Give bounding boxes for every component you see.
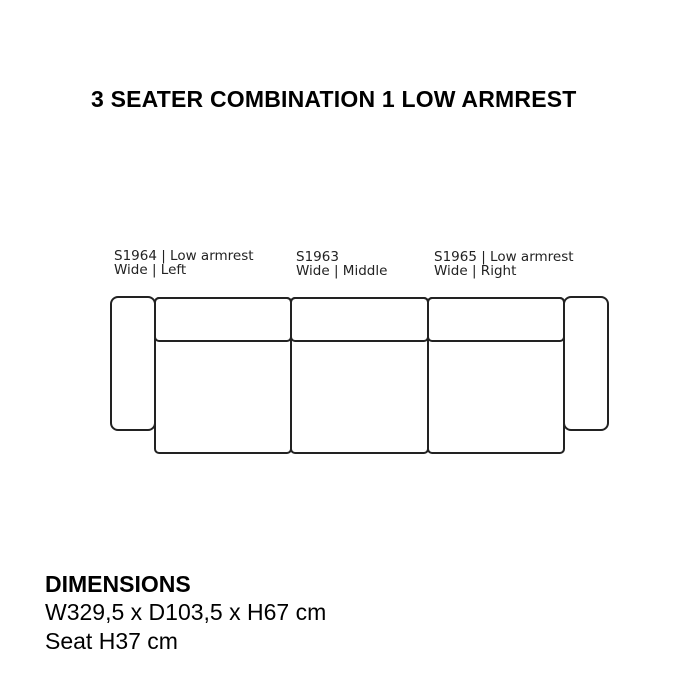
- right-armrest: [564, 297, 608, 430]
- module-desc: Wide | Left: [114, 262, 187, 278]
- page-title: 3 SEATER COMBINATION 1 LOW ARMREST: [91, 86, 577, 112]
- dimensions-heading: DIMENSIONS: [45, 571, 191, 597]
- left-armrest: [111, 297, 155, 430]
- seat-middle: [291, 298, 428, 453]
- overall-dimensions: W329,5 x D103,5 x H67 cm: [45, 599, 327, 625]
- seat-height: Seat H37 cm: [45, 628, 178, 654]
- seat-left: [155, 298, 291, 453]
- seat-right: [428, 298, 564, 453]
- module-desc: Wide | Right: [434, 263, 517, 279]
- module-code: S1963: [296, 249, 339, 265]
- module-code: S1964 | Low armrest: [114, 248, 254, 264]
- backrest-left: [155, 298, 291, 341]
- backrest-middle: [291, 298, 428, 341]
- dimensions-block: [45, 570, 326, 656]
- module-code: S1965 | Low armrest: [434, 249, 574, 265]
- backrest-right: [428, 298, 564, 341]
- module-desc: Wide | Middle: [296, 263, 388, 279]
